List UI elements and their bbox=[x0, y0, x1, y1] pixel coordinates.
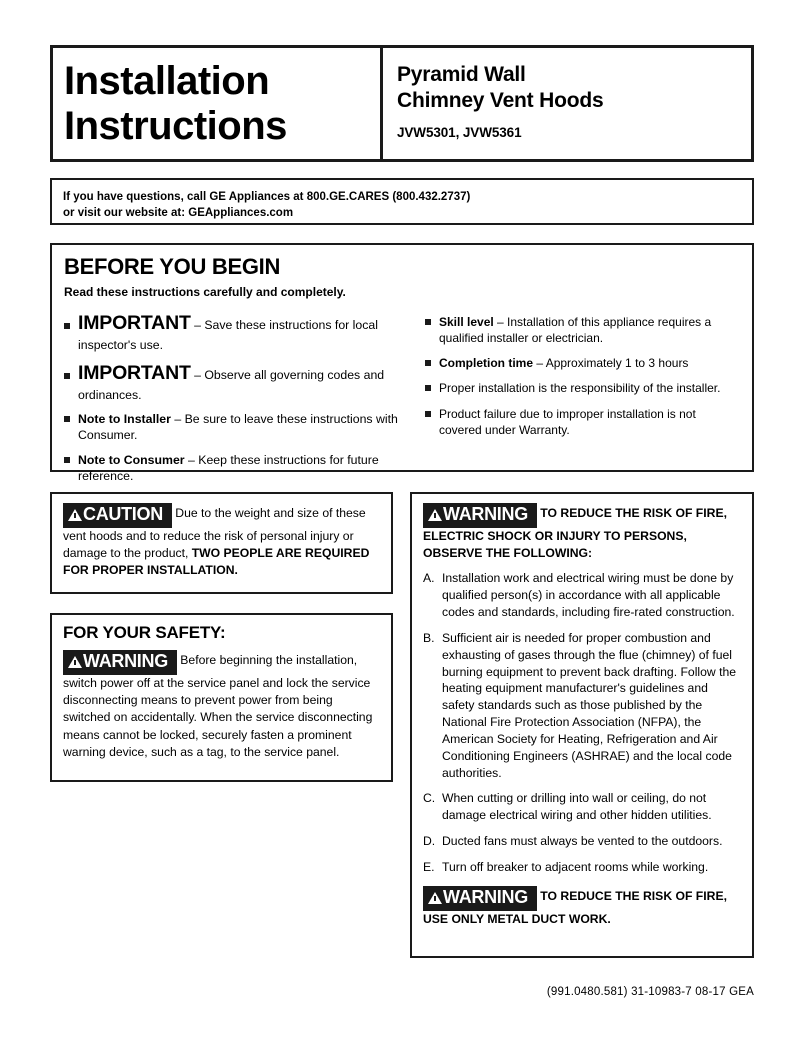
product-name-line-1: Pyramid Wall bbox=[397, 63, 526, 86]
contact-info-box bbox=[50, 178, 754, 225]
contact-line-2: or visit our website at: GEAppliances.com bbox=[63, 207, 294, 220]
warning-footer bbox=[423, 886, 742, 928]
list-item bbox=[64, 311, 413, 353]
title-line-2: Instructions bbox=[64, 103, 287, 148]
before-you-begin-subtitle: Read these instructions carefully and completely. bbox=[64, 285, 346, 300]
bullet-square-icon bbox=[425, 385, 431, 391]
list-item-text: Completion time – Approximately 1 to 3 hours bbox=[439, 356, 689, 371]
warning-item-text: Turn off breaker to adjacent rooms while working. bbox=[442, 859, 709, 874]
warning-item-letter: B. bbox=[423, 630, 435, 645]
warning-footer-badge-label: WARNING bbox=[443, 886, 528, 907]
caution-badge-label: CAUTION bbox=[83, 504, 163, 524]
for-your-safety-text bbox=[63, 650, 381, 761]
list-item bbox=[64, 361, 413, 403]
bullet-square-icon bbox=[64, 457, 70, 463]
warning-item-letter: C. bbox=[423, 791, 436, 806]
warning-footer-text: TO REDUCE THE RISK OF FIRE, USE ONLY METAL DUCT WORK. bbox=[423, 888, 727, 926]
list-item-text: Note to Consumer – Keep these instructions for future reference. bbox=[78, 452, 379, 483]
bullet-square-icon bbox=[425, 319, 431, 325]
warning-headline-text: TO REDUCE THE RISK OF FIRE, ELECTRIC SHOCK OR INJURY TO PERSONS, OBSERVE THE FOLLOWING: bbox=[423, 506, 727, 561]
list-item bbox=[64, 411, 413, 443]
list-item bbox=[425, 406, 740, 438]
warning-item-list bbox=[423, 570, 742, 875]
list-item-text: IMPORTANT – Save these instructions for local inspector's use. bbox=[78, 312, 378, 352]
lead-in-label: Note to Installer bbox=[78, 412, 171, 427]
before-you-begin-title: BEFORE YOU BEGIN bbox=[64, 254, 281, 279]
warning-badge-label: WARNING bbox=[443, 504, 528, 524]
caution-box bbox=[50, 492, 393, 594]
warning-item-letter: E. bbox=[423, 859, 435, 874]
warning-box bbox=[410, 492, 754, 958]
list-item-text: IMPORTANT – Observe all governing codes and ordinances. bbox=[78, 362, 385, 402]
list-item bbox=[425, 380, 740, 396]
warning-triangle-icon bbox=[68, 509, 82, 521]
title-header-box bbox=[50, 45, 754, 162]
model-numbers: JVW5301, JVW5361 bbox=[397, 125, 522, 141]
list-item bbox=[425, 355, 740, 371]
bullet-square-icon bbox=[64, 373, 70, 379]
list-item-text: Skill level – Installation of this appliance requires a qualified installer or electrician. bbox=[439, 315, 712, 346]
warning-list-item bbox=[423, 859, 742, 876]
emphasis-word: IMPORTANT bbox=[78, 362, 191, 385]
caution-text-bold: TWO PEOPLE ARE REQUIRED FOR PROPER INSTALLATION. bbox=[63, 546, 370, 578]
emphasis-word: IMPORTANT bbox=[78, 312, 191, 335]
warning-triangle-icon bbox=[428, 509, 442, 521]
bullet-square-icon bbox=[425, 411, 431, 417]
list-item bbox=[64, 452, 413, 484]
warning-list-item bbox=[423, 570, 742, 620]
before-you-begin-left-column bbox=[64, 311, 419, 492]
warning-headline bbox=[423, 503, 742, 562]
warning-item-text: Ducted fans must always be vented to the outdoors. bbox=[442, 834, 723, 849]
for-your-safety-box bbox=[50, 613, 393, 782]
title-line-1: Installation bbox=[64, 58, 270, 103]
caution-text bbox=[63, 503, 381, 580]
product-name-line-2: Chimney Vent Hoods bbox=[397, 88, 604, 112]
caution-text-normal: Due to the weight and size of these vent hoods and to reduce the risk of personal injury or damage to the product, bbox=[63, 506, 366, 561]
bullet-square-icon bbox=[64, 416, 70, 422]
warning-list-item bbox=[423, 833, 742, 850]
lead-in-label: Note to Consumer bbox=[78, 452, 185, 467]
bullet-square-icon bbox=[64, 323, 70, 329]
safety-warning-text: Before beginning the installation, switch power off at the service panel and lock the service disconnecting means to prevent power from being switched on accidentally. When the service disconnecting means cannot be locked, securely fasten a prominent warning device, such as a tag, to the service panel. bbox=[63, 653, 373, 760]
warning-item-text: Sufficient air is needed for proper combustion and exhausting of gases through the flue (chimney) of fuel burning equipment to prevent back drafting. Follow the heating equipment manufacturer's guidelines and safety standards such as those published by the National Fire Protection Association (NFPA), the American Society for Heating, Refrigeration and Air Conditioning Engineers (ASHRAE) and the local code authorities. bbox=[442, 630, 737, 780]
page-footer: (991.0480.581) 31-10983-7 08-17 GEA bbox=[546, 986, 754, 998]
lead-in-label: Completion time bbox=[439, 356, 534, 371]
warning-item-letter: D. bbox=[423, 834, 436, 849]
before-you-begin-right-column bbox=[419, 311, 740, 492]
lead-in-label: Skill level bbox=[439, 315, 494, 330]
bullet-square-icon bbox=[425, 360, 431, 366]
warning-triangle-icon bbox=[428, 892, 442, 904]
safety-warning-badge bbox=[63, 650, 177, 675]
list-item-text: Product failure due to improper installation is not covered under Warranty. bbox=[439, 406, 696, 437]
list-item-text: Proper installation is the responsibility of the installer. bbox=[439, 381, 721, 396]
caution-badge bbox=[63, 503, 172, 528]
list-item bbox=[425, 314, 740, 346]
warning-item-letter: A. bbox=[423, 571, 435, 586]
warning-list-item bbox=[423, 630, 742, 781]
warning-item-text: When cutting or drilling into wall or ceiling, do not damage electrical wiring and other hidden utilities. bbox=[442, 791, 712, 823]
product-identification bbox=[383, 48, 751, 159]
warning-badge bbox=[423, 503, 537, 528]
warning-item-text: Installation work and electrical wiring must be done by qualified person(s) in accordance with all applicable codes and standards, including fire-rated construction. bbox=[442, 571, 735, 620]
warning-footer-badge bbox=[423, 886, 537, 911]
contact-line-1: If you have questions, call GE Appliances at 800.GE.CARES (800.432.2737) bbox=[63, 191, 471, 203]
before-you-begin-box bbox=[50, 243, 754, 483]
for-your-safety-title: FOR YOUR SAFETY: bbox=[63, 623, 226, 642]
warning-triangle-icon bbox=[68, 656, 82, 668]
warning-list-item bbox=[423, 790, 742, 824]
list-item-text: Note to Installer – Be sure to leave these instructions with Consumer. bbox=[78, 412, 398, 443]
safety-warning-badge-label: WARNING bbox=[83, 651, 168, 671]
document-title bbox=[53, 48, 383, 159]
